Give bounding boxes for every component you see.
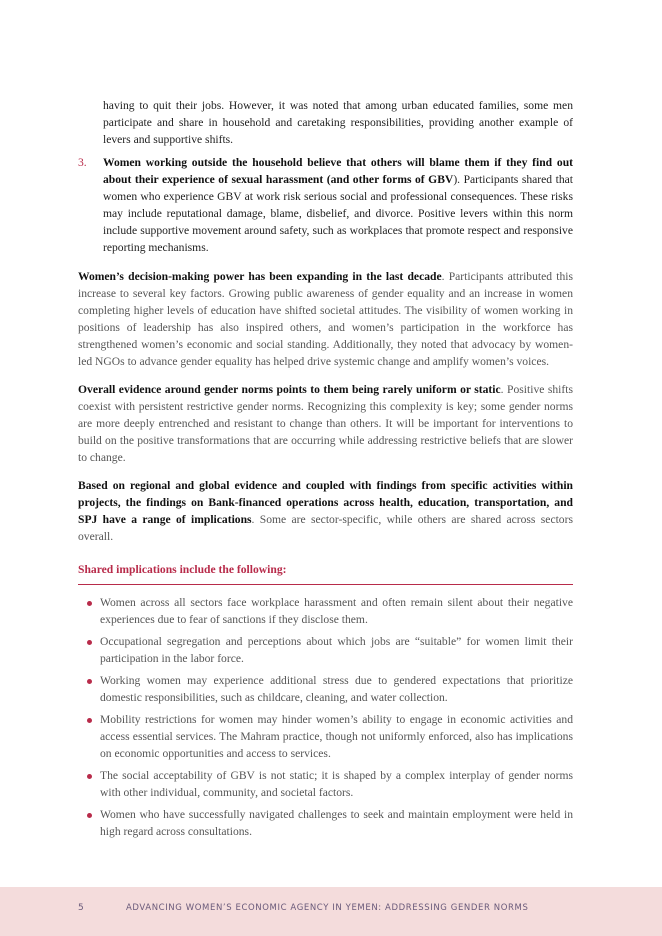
- bullet-dot-icon: [87, 640, 92, 645]
- bullet-dot-icon: [87, 774, 92, 779]
- list-item: [78, 633, 573, 667]
- numbered-list-item: [78, 154, 573, 256]
- paragraph-overall-evidence: [78, 381, 573, 466]
- page-footer: [0, 887, 662, 936]
- bullet-dot-icon: [87, 679, 92, 684]
- list-item-bold: Women working outside the household believe that others will blame them if they find out about their experience of sexual harassment (and other forms of GBV: [103, 156, 573, 186]
- paragraph-text: . Participants attributed this increase to several key factors. Growing public awareness of gender equality and an increase in women completing higher levels of education have shifted societal attitudes. The visibility of women working in positions of leadership has also inspired others, and women’s participation in the workforce has strengthened women’s economic and social standing. Additionally, they noted that advocacy by women-led NGOs to advance gender equality has helped drive systemic change and amplify women’s voices.: [78, 270, 573, 368]
- paragraph-text: . Positive shifts coexist with persistent restrictive gender norms. Recognizing this complexity is key; some gender norms are more deeply entrenched and resistant to change than others. It will be important for interventions to build on the positive transformations that are occurring while addressing restrictive beliefs that are slower to change.: [78, 383, 573, 464]
- shared-implications-heading: Shared implications include the following:: [78, 561, 573, 585]
- bullet-text: Working women may experience additional stress due to gendered expectations that prioritize domestic responsibilities, such as childcare, cleaning, and water collection.: [100, 674, 573, 704]
- list-item-text: ). Participants shared that women who experience GBV at work risk serious social and professional consequences. These risks may include reputational damage, blame, disbelief, and divorce. Positive levers within this norm include supportive movement around safety, such as workplaces that promote respect and responsive reporting mechanisms.: [103, 173, 573, 254]
- bullet-dot-icon: [87, 813, 92, 818]
- paragraph-text: . Some are sector-specific, while others are shared across sectors overall.: [78, 513, 573, 543]
- list-item: [78, 806, 573, 840]
- footer-title: ADVANCING WOMEN’S ECONOMIC AGENCY IN YEMEN: ADDRESSING GENDER NORMS: [126, 903, 529, 913]
- paragraph-implications: [78, 477, 573, 545]
- bullet-dot-icon: [87, 718, 92, 723]
- list-item-body: [103, 154, 573, 256]
- bullet-text: Women who have successfully navigated challenges to seek and maintain employment were held in high regard across consultations.: [100, 808, 573, 838]
- paragraph-lead: Women’s decision-making power has been expanding in the last decade: [78, 270, 442, 283]
- paragraph-decision-making: [78, 268, 573, 370]
- page-number: 5: [78, 903, 85, 913]
- list-item: [78, 594, 573, 628]
- list-item: [78, 672, 573, 706]
- bullet-dot-icon: [87, 601, 92, 606]
- list-item: [78, 711, 573, 762]
- list-item: [78, 767, 573, 801]
- bullet-text: Occupational segregation and perceptions about which jobs are “suitable” for women limit their participation in the labor force.: [100, 635, 573, 665]
- continued-list-text: having to quit their jobs. However, it was noted that among urban educated families, some men participate and share in household and caretaking responsibilities, providing another example of levers and supportive shifts.: [103, 99, 573, 146]
- bullet-text: Mobility restrictions for women may hinder women’s ability to engage in economic activities and access essential services. The Mahram practice, though not uniformly enforced, also has implications on economic opportunities and access to services.: [100, 713, 573, 760]
- paragraph-lead: Based on regional and global evidence and coupled with findings from specific activities within projects, the findings on Bank-financed operations across health, education, transportation, and SPJ have a range of implications: [78, 479, 573, 526]
- main-content: [78, 97, 573, 845]
- paragraph-lead: Overall evidence around gender norms points to them being rarely uniform or static: [78, 383, 501, 396]
- list-number: 3.: [78, 156, 87, 169]
- implications-list: [78, 594, 573, 840]
- bullet-text: Women across all sectors face workplace harassment and often remain silent about their negative experiences due to fear of sanctions if they disclose them.: [100, 596, 573, 626]
- bullet-text: The social acceptability of GBV is not static; it is shaped by a complex interplay of gender norms with other individual, community, and societal factors.: [100, 769, 573, 799]
